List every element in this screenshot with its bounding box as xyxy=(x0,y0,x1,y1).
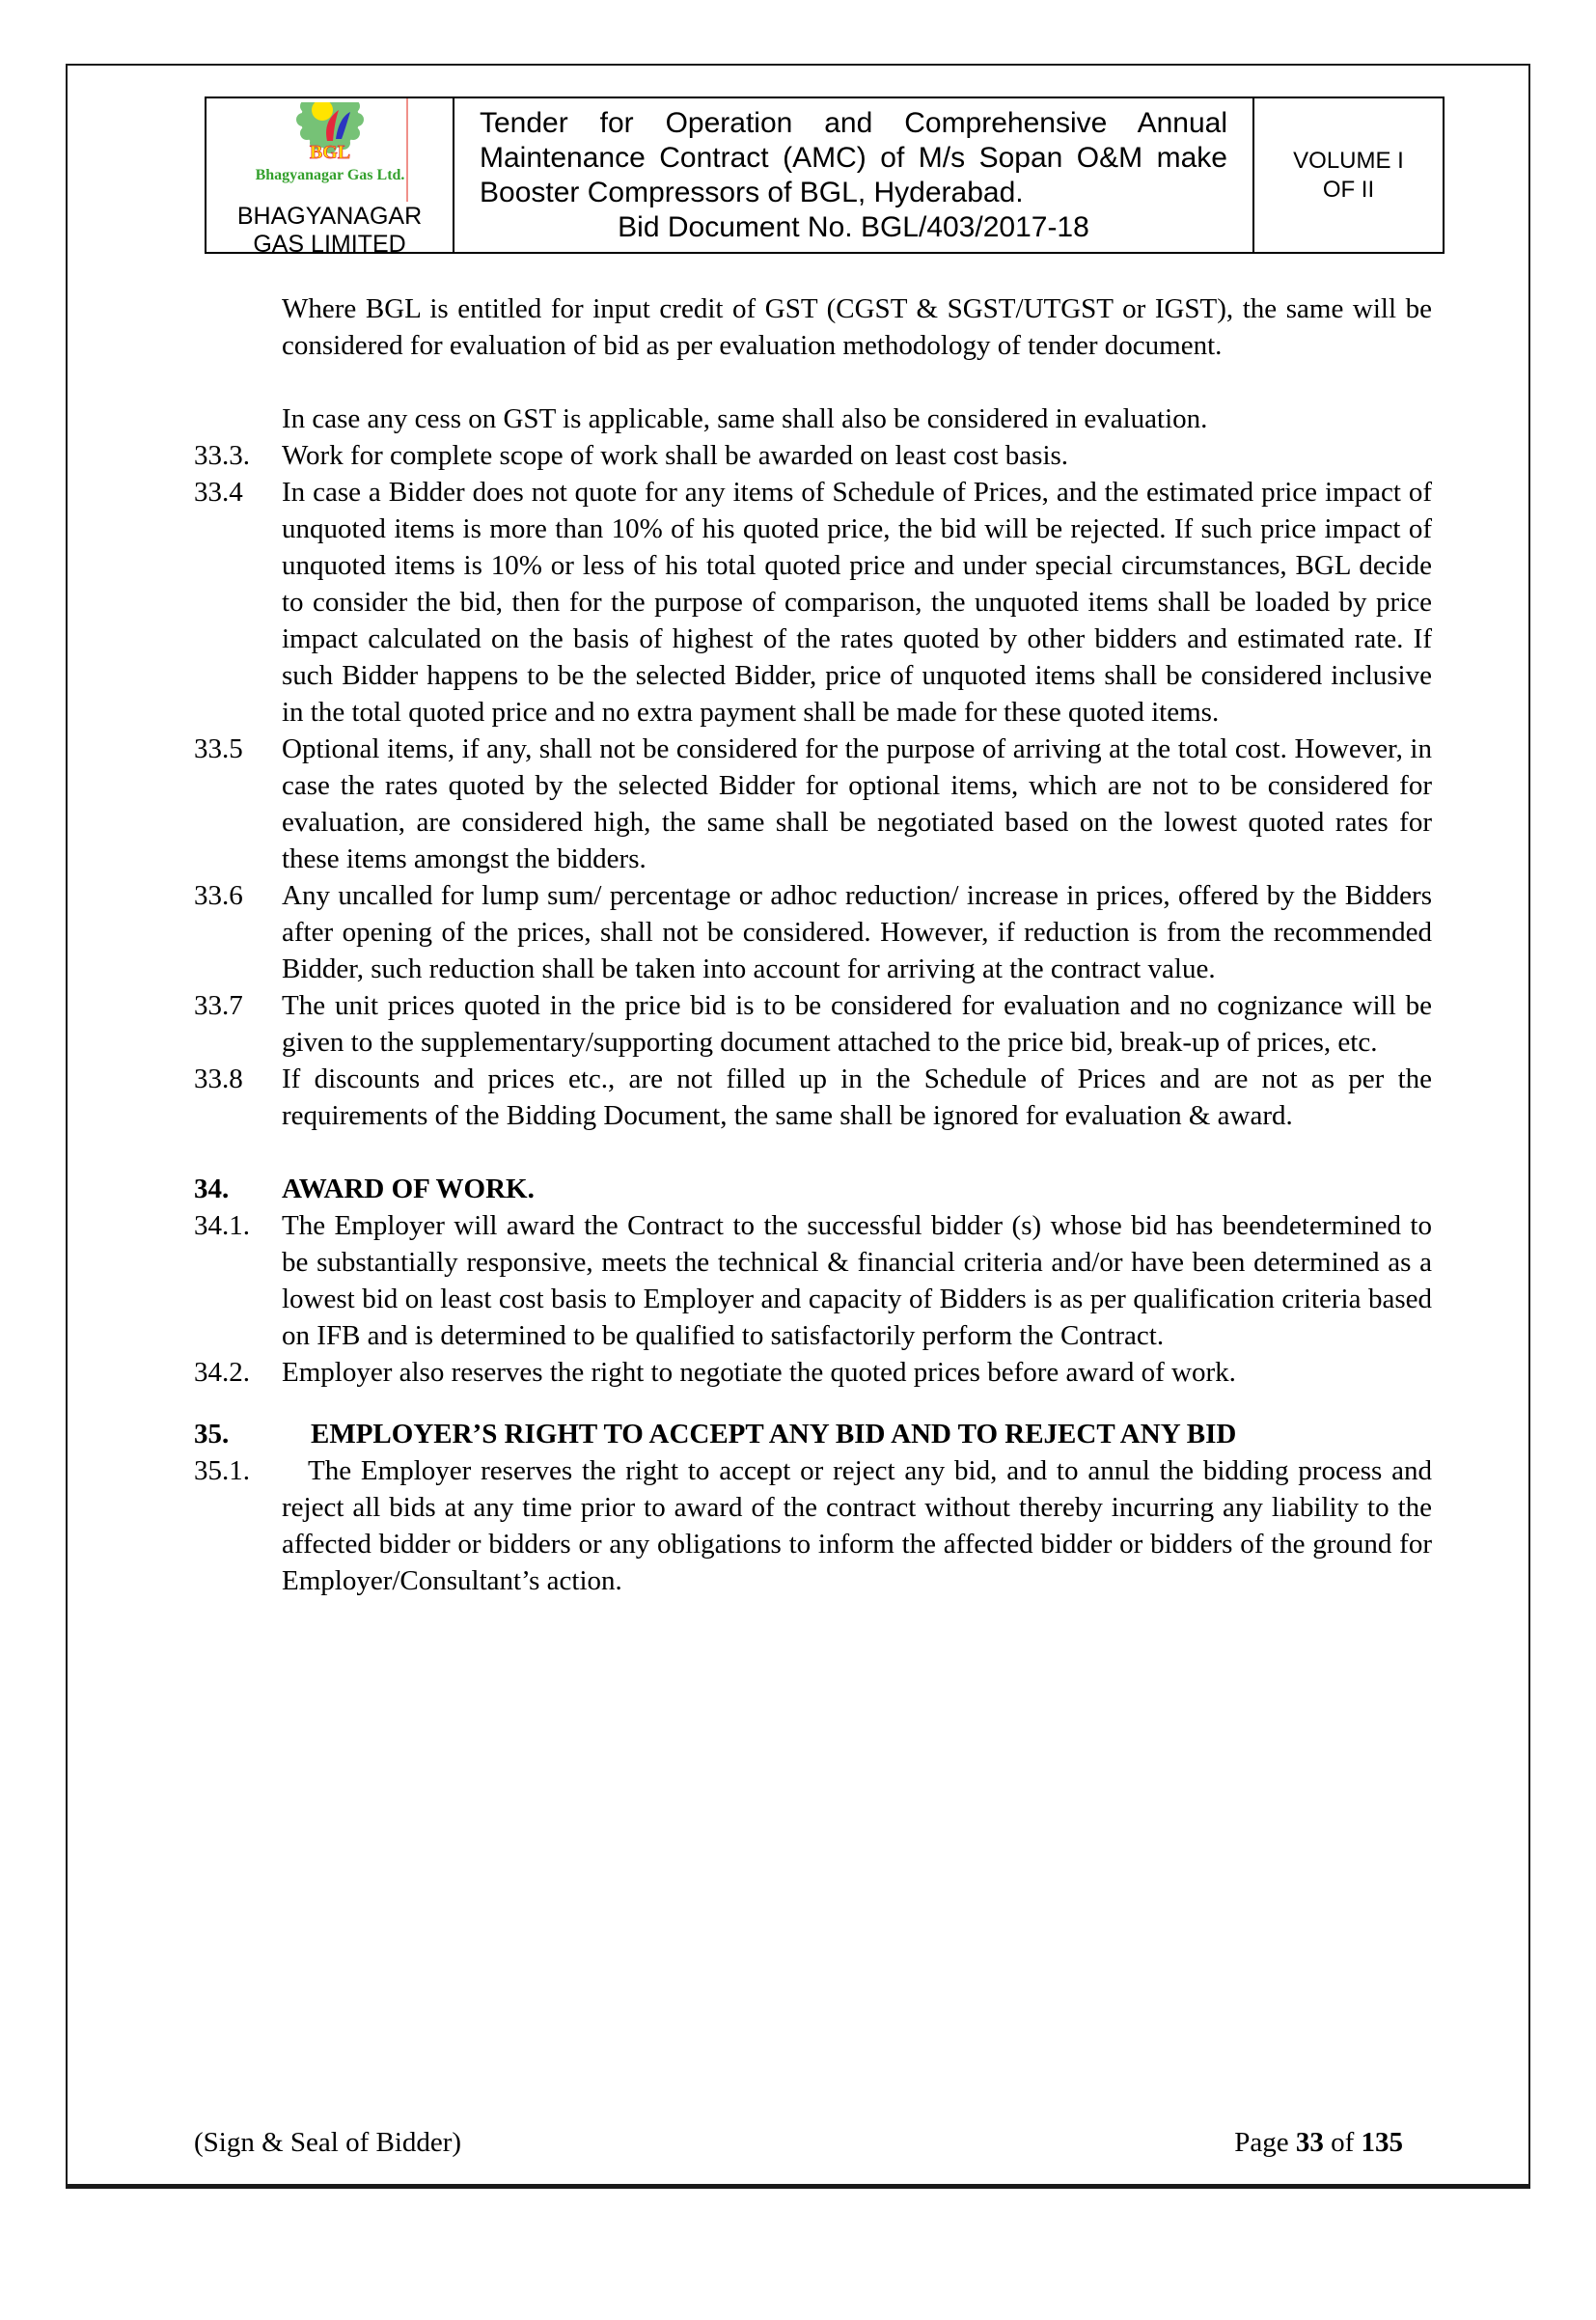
volume-line2: OF II xyxy=(1322,176,1375,203)
clause-text: Any uncalled for lump sum/ percentage or adhoc reduction/ increase in prices, offered by the Bidders after opening of the prices, shall not be considered. However, if reduction is from the recommended Bidder, such reduction shall be taken into account for arriving at the contract value. xyxy=(282,880,1432,984)
clause-text: The unit prices quoted in the price bid is to be considered for evaluation and no cognizance will be given to the supplementary/supporting document attached to the price bid, break-up of prices, etc. xyxy=(282,990,1432,1058)
clause-number: 33.5 xyxy=(194,733,243,764)
header-table xyxy=(205,97,1445,254)
section-title: AWARD OF WORK. xyxy=(282,1174,535,1204)
clause-33-3 xyxy=(194,437,1432,474)
section-heading-34 xyxy=(194,1171,1432,1207)
title-cell xyxy=(454,98,1254,252)
company-name: BHAGYANAGAR GAS LIMITED xyxy=(236,203,423,252)
clause-number: 33.3. xyxy=(194,440,250,471)
paragraph-text: Where BGL is entitled for input credit of GST (CGST & SGST/UTGST or IGST), the same will be considered for evaluation of bid as per evaluation methodology of tender document. xyxy=(282,293,1432,361)
bid-document-number: Bid Document No. BGL/403/2017-18 xyxy=(618,211,1089,243)
red-divider-line xyxy=(406,98,408,202)
clause-text: The Employer will award the Contract to the successful bidder (s) whose bid has beendetermined to be substantially responsive, meets the technical & financial criteria and/or have been determined as a lowest bid on least cost basis to Employer and capacity of Bidders is as per qualification criteria based on IFB and is determined to be qualified to satisfactorily perform the Contract. xyxy=(282,1210,1432,1351)
clause-number: 34.2. xyxy=(194,1357,250,1388)
volume-line1: VOLUME I xyxy=(1293,147,1404,174)
document-body xyxy=(194,254,1432,1599)
tender-title: Tender for Operation and Comprehensive Annual Maintenance Contract (AMC) of M/s Sopan O&M make Booster Compressors of BGL, Hyderabad. xyxy=(480,107,1227,208)
clause-33-5 xyxy=(194,731,1432,877)
volume-cell xyxy=(1254,98,1443,252)
clause-33-4 xyxy=(194,474,1432,731)
logo-subtext: Bhagyanagar Gas Ltd. xyxy=(255,167,404,183)
clause-number: 34.1. xyxy=(194,1210,250,1241)
clause-33-8 xyxy=(194,1061,1432,1134)
section-number: 35. xyxy=(194,1419,230,1450)
clause-33-6 xyxy=(194,877,1432,987)
clause-text: The Employer reserves the right to accept or reject any bid, and to annul the bidding process and reject all bids at any time prior to award of the contract without thereby incurring any liability to the affected bidder or bidders or any obligations to inform the affected bidder or bidders of the ground for Employer/Consultant’s action. xyxy=(282,1455,1432,1596)
clause-number: 35.1. xyxy=(194,1455,250,1486)
clause-number: 33.7 xyxy=(194,990,243,1021)
clause-text: If discounts and prices etc., are not filled up in the Schedule of Prices and are not as per the requirements of the Bidding Document, the same shall be ignored for evaluation & award. xyxy=(282,1063,1432,1131)
paragraph-text: In case any cess on GST is applicable, same shall also be considered in evaluation. xyxy=(282,403,1208,434)
clause-34-2 xyxy=(194,1354,1432,1391)
clause-34-1 xyxy=(194,1207,1432,1354)
total-pages: 135 xyxy=(1361,2127,1403,2158)
section-number: 34. xyxy=(194,1174,230,1204)
section-heading-35 xyxy=(194,1416,1432,1452)
clause-text: Employer also reserves the right to negotiate the quoted prices before award of work. xyxy=(282,1357,1236,1388)
clause-text: Optional items, if any, shall not be considered for the purpose of arriving at the total cost. However, in case the rates quoted by the selected Bidder for optional items, which are not to be considered for evaluation, are considered high, the same shall be negotiated based on the lowest quoted rates for these items amongst the bidders. xyxy=(282,733,1432,874)
page-number-label: Page 33 of 135 xyxy=(1234,2127,1403,2158)
clause-33-7 xyxy=(194,987,1432,1061)
section-title: EMPLOYER’S RIGHT TO ACCEPT ANY BID AND TO REJECT ANY BID xyxy=(311,1419,1237,1450)
paragraph-intro-gst xyxy=(194,290,1432,364)
sign-seal-label: (Sign & Seal of Bidder) xyxy=(194,2127,462,2158)
clause-text: Work for complete scope of work shall be awarded on least cost basis. xyxy=(282,440,1069,471)
logo-cell xyxy=(206,98,454,252)
clause-35-1 xyxy=(194,1452,1432,1599)
clause-text: In case a Bidder does not quote for any items of Schedule of Prices, and the estimated price impact of unquoted items is more than 10% of his quoted price, the bid will be rejected. If such price impact of unquoted items is 10% or less of his total quoted price and under special circumstances, BGL decide to consider the bid, then for the purpose of comparison, the unquoted items shall be loaded by price impact calculated on the basis of highest of the rates quoted by other bidders and estimated rate. If such Bidder happens to be the selected Bidder, price of unquoted items shall be considered inclusive in the total quoted price and no extra payment shall be made for these quoted items. xyxy=(282,477,1432,728)
clause-number: 33.8 xyxy=(194,1063,243,1094)
document-page xyxy=(66,64,1530,2189)
page-footer xyxy=(194,2124,1432,2161)
clause-number: 33.6 xyxy=(194,880,243,911)
paragraph-cess xyxy=(194,400,1432,437)
svg-text:BGL: BGL xyxy=(309,142,350,163)
current-page: 33 xyxy=(1295,2127,1324,2158)
clause-number: 33.4 xyxy=(194,477,243,508)
header xyxy=(68,97,1528,254)
